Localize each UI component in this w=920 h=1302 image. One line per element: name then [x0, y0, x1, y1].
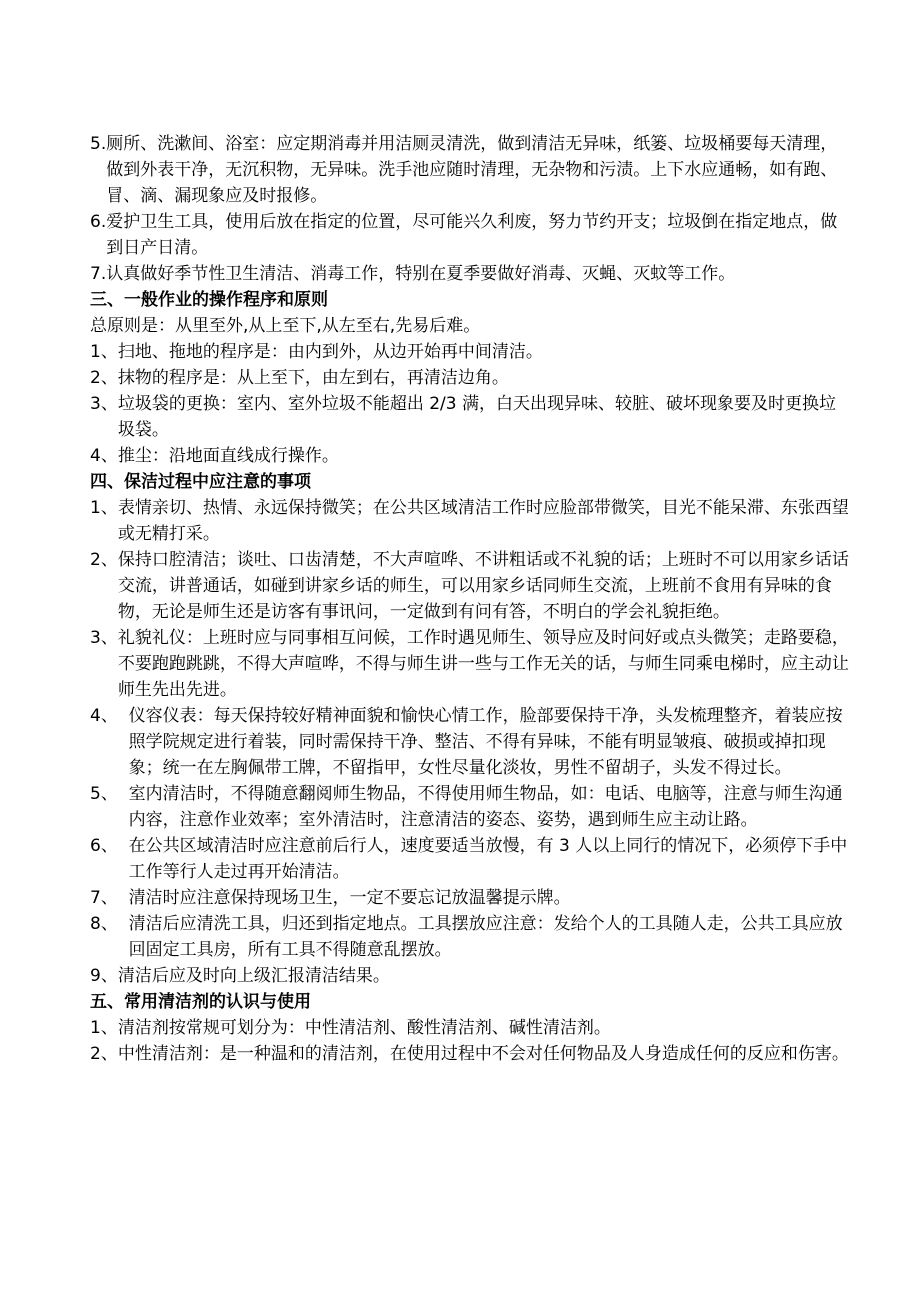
list-item-number: 2、 [90, 368, 118, 388]
list-item-text: 认真做好季节性卫生清洁、消毒工作，特别在夏季要做好消毒、灭蝇、灭蚊等工作。 [106, 264, 736, 284]
list-item-number: 1、 [90, 498, 118, 518]
list-item-number: 4、 [90, 446, 118, 466]
list-item-text: 清洁时应注意保持现场卫生，一定不要忘记放温馨提示牌。 [128, 888, 571, 908]
list-item [90, 625, 850, 703]
list-item-text: 礼貌礼仪：上班时应与同事相互问候，工作时遇见师生、领导应及时问好或点头微笑；走路要稳，不要跑跑跳跳，不得大声喧哗，不得与师生讲一些与工作无关的话，与师生同乘电梯时，应主动让师生先出先进。 [117, 628, 849, 700]
operations-list [90, 339, 850, 469]
list-item-text: 保持口腔清洁；谈吐、口齿清楚，不大声喧哗、不讲粗话或不礼貌的话；上班时不可以用家乡话话交流，讲普通话，如碰到讲家乡话的师生，可以用家乡话同师生交流，上班前不食用有异味的食物，无论是师生还是访客有事讯问，一定做到有问有答，不明白的学会礼貌拒绝。 [117, 550, 849, 622]
list-item-text: 扫地、拖地的程序是：由内到外，从边开始再中间清洁。 [117, 342, 543, 362]
list-item-text: 厕所、洗漱间、浴室：应定期消毒并用洁厕灵清洗，做到清洁无异味，纸篓、垃圾桶要每天清理，做到外表干净，无沉积物，无异味。洗手池应随时清理，无杂物和污渍。上下水应通畅，如有跑、冒、滴、漏现象应及时报修。 [106, 134, 838, 206]
list-item [90, 547, 850, 625]
list-item-number: 3、 [90, 394, 118, 414]
list-item [90, 209, 850, 261]
list-item [90, 339, 850, 365]
list-item-number: 1、 [90, 1018, 118, 1038]
list-item-text: 仪容仪表：每天保持较好精神面貌和愉快心情工作，脸部要保持干净，头发梳理整齐，着装应按照学院规定进行着装，同时需保持干净、整洁、不得有异味，不能有明显皱痕、破损或掉扣现象；统一在左胸佩带工牌，不留指甲，女性尽量化淡妆，男性不留胡子，头发不得过长。 [128, 706, 843, 778]
list-item [90, 911, 850, 963]
list-item-number: 6. [90, 212, 107, 232]
list-item-number: 5. [90, 134, 107, 154]
list-item-number: 4、 [90, 706, 129, 726]
list-item [90, 781, 850, 833]
list-item-text: 中性清洁剂：是一种温和的清洁剂，在使用过程中不会对任何物品及人身造成任何的反应和伤害。 [117, 1044, 849, 1064]
list-item-text: 在公共区域清洁时应注意前后行人，速度要适当放慢，有 3 人以上同行的情况下，必须停下手中工作等行人走过再开始清洁。 [128, 836, 848, 882]
list-item-number: 5、 [90, 784, 129, 804]
list-item [90, 703, 850, 781]
list-item-number: 3、 [90, 628, 118, 648]
list-item [90, 495, 850, 547]
sanitation-list [90, 131, 850, 287]
list-item-number: 1、 [90, 342, 118, 362]
section-heading-precautions: 四、保洁过程中应注意的事项 [90, 472, 311, 492]
list-item-text: 垃圾袋的更换：室内、室外垃圾不能超出 2/3 满，白天出现异味、较脏、破坏现象要及时更换垃圾袋。 [117, 394, 836, 440]
list-item [90, 261, 850, 287]
list-item-text: 清洁后应清洗工具，归还到指定地点。工具摆放应注意：发给个人的工具随人走，公共工具应放回固定工具房，所有工具不得随意乱摆放。 [128, 914, 843, 960]
list-item-number: 2、 [90, 550, 118, 570]
precautions-list [90, 495, 850, 989]
list-item-text: 室内清洁时，不得随意翻阅师生物品，不得使用师生物品，如：电话、电脑等，注意与师生沟通内容，注意作业效率；室外清洁时，注意清洁的姿态、姿势，遇到师生应主动让路。 [128, 784, 843, 830]
list-item [90, 131, 850, 209]
list-item-number: 7. [90, 264, 107, 284]
list-item-text: 清洁后应及时向上级汇报清洁结果。 [117, 966, 390, 986]
section-heading-detergents: 五、常用清洁剂的认识与使用 [90, 992, 311, 1012]
list-item-number: 7、 [90, 888, 129, 908]
list-item [90, 443, 850, 469]
list-item-number: 6、 [90, 836, 129, 856]
list-item [90, 885, 850, 911]
list-item-text: 爱护卫生工具，使用后放在指定的位置，尽可能兴久利废，努力节约开支；垃圾倒在指定地点，做到日产日清。 [106, 212, 838, 258]
list-item [90, 1015, 850, 1041]
list-item [90, 963, 850, 989]
general-principle: 总原则是：从里至外,从上至下,从左至右,先易后难。 [90, 316, 481, 336]
list-item [90, 1041, 850, 1067]
list-item-text: 抹物的程序是：从上至下，由左到右，再清洁边角。 [117, 368, 509, 388]
list-item-text: 推尘：沿地面直线成行操作。 [117, 446, 339, 466]
detergents-list [90, 1015, 850, 1067]
list-item-number: 2、 [90, 1044, 118, 1064]
list-item-text: 表情亲切、热情、永远保持微笑；在公共区域清洁工作时应脸部带微笑，目光不能呆滞、东张西望或无精打采。 [117, 498, 849, 544]
list-item-text: 清洁剂按常规可划分为：中性清洁剂、酸性清洁剂、碱性清洁剂。 [117, 1018, 611, 1038]
list-item [90, 833, 850, 885]
list-item-number: 9、 [90, 966, 118, 986]
list-item [90, 365, 850, 391]
list-item [90, 391, 850, 443]
list-item-number: 8、 [90, 914, 129, 934]
section-heading-operations: 三、一般作业的操作程序和原则 [90, 290, 328, 310]
document-body [90, 131, 850, 1067]
